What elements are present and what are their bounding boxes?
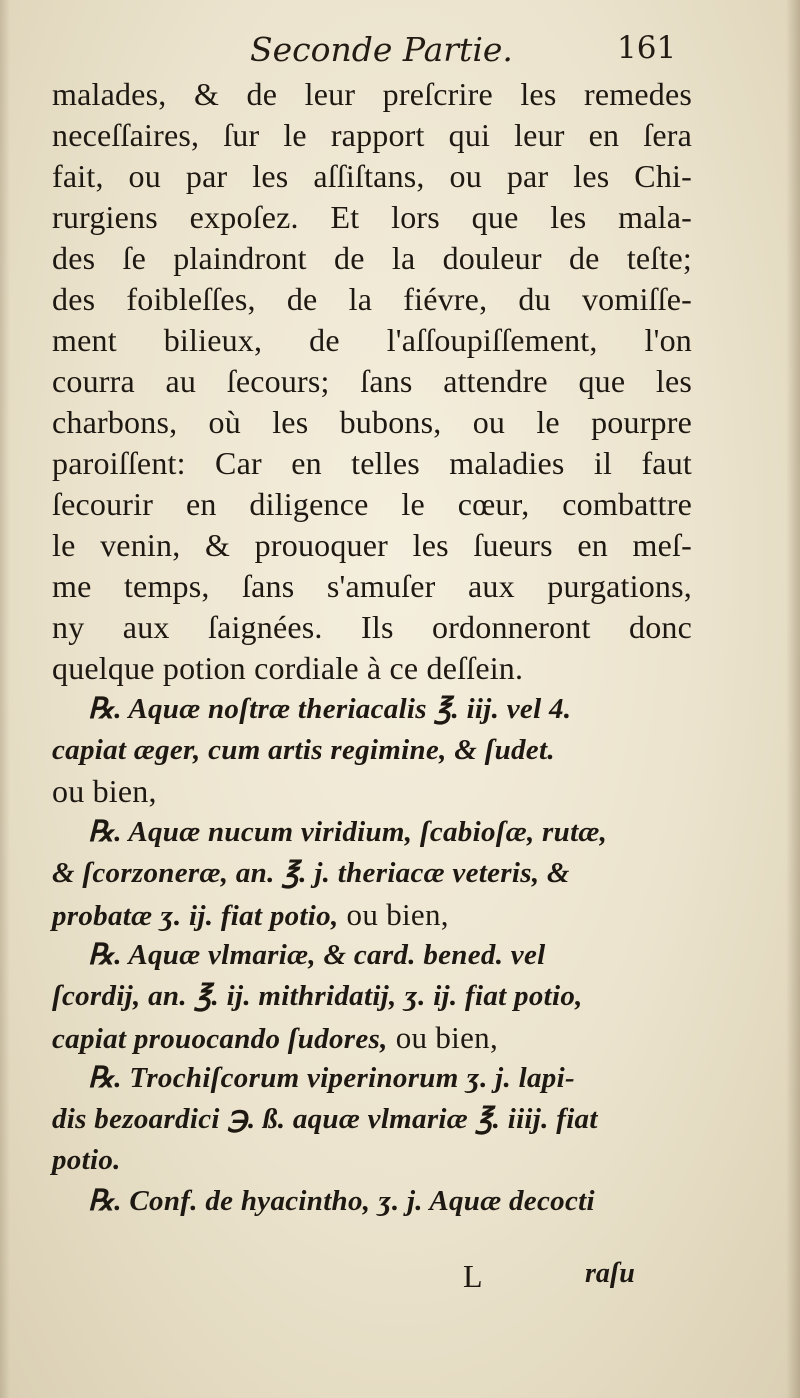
prescription-3 (52, 935, 692, 1058)
prescription-line: ℞. Aquæ noſtræ theriacalis ℥. iij. vel 4. (88, 693, 572, 725)
text-line: rurgiens expoſez. Et lors que les mala- (52, 199, 692, 235)
prescription-line: ℞. Aquæ vlmariæ, & card. bened. vel (88, 939, 546, 971)
prescription-1 (52, 689, 692, 812)
page-footer (0, 1258, 800, 1298)
prescription-text: capiat prouocando ſudores, (52, 1023, 388, 1055)
text-line: le venin, & prouoquer les ſueurs en meſ- (52, 527, 692, 563)
prescription-line: ℞. Aquæ nucum viridium, ſcabioſæ, rutæ, (88, 816, 608, 848)
prescription-line-with-tail (52, 894, 692, 935)
prescription-text: probatæ ʒ. ij. fiat potio, (52, 900, 339, 932)
page-right-shadow (786, 0, 800, 1398)
text-line: malades, & de leur preſcrire les remedes (52, 76, 692, 112)
main-text (52, 74, 692, 1222)
prescription-line: ℞. Trochiſcorum viperinorum ʒ. j. lapi- (88, 1062, 575, 1094)
text-line: me temps, ſans s'amuſer aux purgations, (52, 568, 692, 604)
prescription-tail: ou bien, (387, 1020, 499, 1055)
prescription-line: ſcordij, an. ℥. ij. mithridatij, ʒ. ij. fiat potio, (52, 980, 583, 1012)
text-line: charbons, où les bubons, ou le pourpre (52, 404, 692, 440)
prescription-tail: ou bien, (52, 773, 157, 809)
text-line: neceſſaires, ſur le rapport qui leur en ſera (52, 117, 692, 153)
text-line: fait, ou par les aſſiſtans, ou par les Chi- (52, 158, 692, 194)
text-line: des foibleſſes, de la fiévre, du vomiſſe- (52, 281, 692, 317)
prescription-4 (52, 1058, 692, 1181)
prescription-line: capiat æger, cum artis regimine, & ſudet. (52, 734, 555, 766)
page-header (0, 30, 800, 76)
prescription-tail: ou bien, (338, 897, 449, 932)
prescription-2 (52, 812, 692, 935)
prescription-line: dis bezoardici ℈. ß. aquæ vlmariæ ℥. iiij. fiat (52, 1103, 598, 1135)
text-line: ment bilieux, de l'aſſoupiſſement, l'on (52, 322, 692, 358)
prescription-line: & ſcorzoneræ, an. ℥. j. theriacæ veteris, & (52, 857, 570, 889)
prescription-line-with-tail (52, 1017, 692, 1058)
prescription-line: ℞. Conf. de hyacintho, ʒ. j. Aquæ decocti (88, 1185, 595, 1217)
text-line: quelque potion cordiale à ce deſſein. (52, 650, 524, 686)
page-left-shadow (0, 0, 10, 1398)
text-line: ny aux ſaignées. Ils ordonneront donc (52, 609, 692, 645)
catchword: raſu (585, 1258, 635, 1289)
text-line: des ſe plaindront de la douleur de teſte; (52, 240, 692, 276)
text-line: courra au ſecours; ſans attendre que les (52, 363, 692, 399)
running-title: Seconde Partie. (250, 30, 513, 69)
text-line: ſecourir en diligence le cœur, combattre (52, 486, 692, 522)
page-number: 161 (617, 30, 677, 66)
text-line: paroiſſent: Car en telles maladies il faut (52, 445, 692, 481)
prescription-5 (52, 1181, 692, 1222)
signature-mark: L (463, 1258, 483, 1294)
prescription-line: potio. (52, 1144, 121, 1176)
